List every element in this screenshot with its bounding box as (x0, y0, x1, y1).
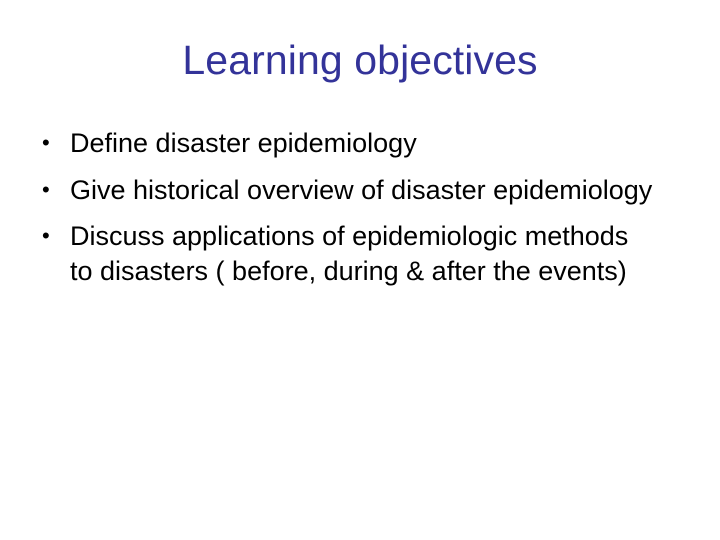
list-item-text: Discuss applications of epidemiologic methods to disasters ( before, during & after the events) (70, 221, 629, 286)
list-item-text: Give historical overview of disaster epidemiology (70, 174, 653, 205)
page-title: Learning objectives (182, 37, 538, 83)
list-item (36, 126, 656, 161)
list-item (36, 173, 656, 208)
list-item (36, 219, 656, 288)
bullet-marker-icon: • (42, 223, 50, 249)
bullet-marker-icon: • (42, 130, 50, 155)
bullet-list (36, 126, 656, 300)
list-item-text: Define disaster epidemiology (70, 128, 417, 158)
bullet-marker-icon: • (42, 176, 50, 202)
